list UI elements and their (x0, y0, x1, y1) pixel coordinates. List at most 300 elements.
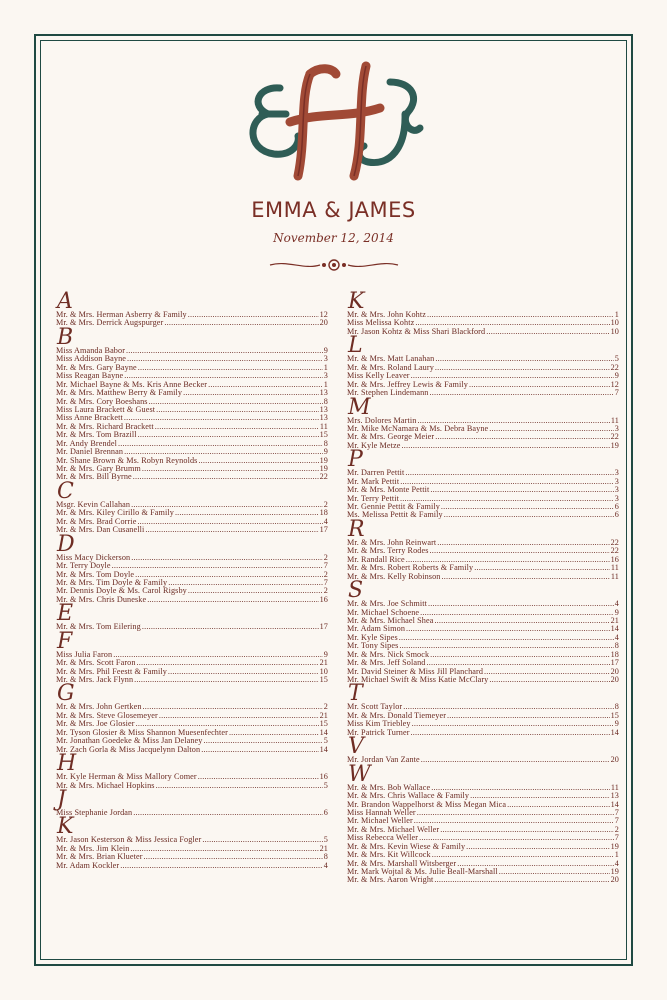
section-r (347, 516, 619, 581)
dot-leader (156, 782, 323, 790)
table-number: 13 (319, 404, 328, 414)
guest-name: Mr. Kyle Metze (347, 440, 401, 450)
guest-name: Mr. & Mrs. Aaron Wright (347, 875, 434, 885)
table-number: 4 (614, 632, 619, 642)
table-number: 9 (323, 447, 328, 457)
guest-entry (56, 746, 328, 754)
seating-column-right (347, 289, 619, 885)
section-c (56, 478, 328, 535)
table-number: 4 (614, 599, 619, 609)
dot-leader (155, 423, 319, 431)
guest-entry (56, 473, 328, 481)
dot-leader (202, 836, 322, 844)
guest-name: Mr. Adam Simon (347, 624, 406, 634)
table-number: 17 (319, 622, 328, 632)
dot-leader (507, 801, 610, 809)
section-letter: J (57, 786, 66, 812)
table-number: 11 (610, 571, 619, 581)
dot-leader (145, 526, 318, 534)
dot-leader (183, 389, 319, 397)
table-number: 1 (614, 310, 619, 319)
table-number: 6 (614, 510, 619, 520)
table-number: 5 (323, 835, 328, 845)
table-number: 8 (323, 438, 328, 448)
dot-leader (435, 355, 613, 363)
table-number: 8 (323, 852, 328, 862)
guest-name: Mr. & Mrs. Brad Corrie (56, 516, 137, 526)
table-number: 14 (610, 799, 619, 809)
section-k (56, 814, 328, 870)
section-a (56, 289, 328, 328)
dot-leader (406, 625, 610, 633)
guest-name: Mr. David Steiner & Miss Jill Planchard (347, 666, 484, 676)
event-date: November 12, 2014 (273, 231, 394, 245)
guest-name: Miss Melissa Kohtz (347, 318, 415, 328)
guest-name: Mr. & Mrs. Brian Klueter (56, 852, 143, 862)
dot-leader (429, 389, 613, 397)
table-number: 20 (610, 675, 619, 684)
guest-name: Mr. & Mrs. Dan Cusanelli (56, 525, 145, 535)
dot-leader (138, 431, 319, 439)
guest-name: Mr. & Mrs. Phil Feestt & Family (56, 666, 167, 676)
dot-leader (112, 562, 323, 570)
guest-name: Mr. & Mrs. Derrick Augspurger (56, 318, 164, 328)
guest-name: Mr. Stephen Lindemann (347, 388, 429, 398)
section-letter: K (57, 814, 74, 840)
table-number: 19 (610, 867, 619, 876)
guest-name: Mr. & Mrs. Scott Faron (56, 658, 136, 668)
guest-name: Mr. & Mrs. Kiley Cirillo & Family (56, 508, 174, 518)
section-letter: R (348, 516, 365, 542)
dot-leader (469, 381, 610, 389)
table-number: 14 (610, 624, 619, 634)
dot-leader (156, 406, 319, 414)
guest-name: Miss Stephanie Jordan (56, 807, 133, 817)
table-number: 3 (323, 354, 328, 364)
dot-leader (486, 328, 609, 336)
guest-name: Mr. & Mrs. Bob Wallace (347, 782, 431, 792)
guest-name: Mr. & Mrs. Tom Eilering (56, 622, 141, 632)
dot-leader (144, 853, 323, 861)
section-w (347, 761, 619, 885)
guest-name: Miss Hannah Weller (347, 807, 416, 817)
table-number: 3 (614, 468, 619, 478)
table-number: 2 (323, 586, 328, 596)
table-number: 11 (610, 415, 619, 425)
dot-leader (203, 737, 322, 745)
guest-entry (56, 319, 328, 327)
dot-leader (421, 756, 610, 764)
guest-name: Mr. Kyle Sipes (347, 632, 398, 642)
table-number: 11 (319, 421, 328, 431)
table-number: 8 (323, 396, 328, 406)
dot-leader (134, 676, 318, 684)
monogram-emblem (240, 58, 430, 188)
dot-leader (159, 712, 319, 720)
dot-leader (133, 473, 319, 481)
table-number: 22 (610, 432, 619, 442)
guest-name: Miss Julia Faron (56, 649, 113, 659)
guest-name: Ms. Melissa Pettit & Family (347, 510, 443, 520)
table-number: 20 (610, 666, 619, 676)
table-number: 10 (610, 326, 619, 336)
guest-name: Miss Anne Brackett (56, 413, 123, 423)
guest-name: Mr. & Mrs. Joe Glosier (56, 719, 135, 729)
section-letter: K (348, 289, 365, 314)
table-number: 13 (319, 413, 328, 423)
table-number: 11 (610, 563, 619, 573)
guest-name: Miss Macy Dickerson (56, 552, 131, 562)
section-letter: T (348, 681, 363, 707)
dot-leader (399, 634, 614, 642)
guest-name: Miss Kelly Leaver (347, 371, 410, 381)
guest-name: Mr. Michael Schoene (347, 607, 420, 617)
guest-name: Mr. & Mrs. Michael Weller (347, 824, 440, 834)
guest-name: Mr. & Mrs. John Gertken (56, 702, 142, 712)
guest-name: Mr. & Mrs. Jeff Soland (347, 658, 426, 668)
section-letter: W (348, 761, 371, 787)
guest-entry (347, 676, 619, 684)
table-number: 14 (319, 744, 328, 754)
guest-name: Mr. Mike McNamara & Ms. Debra Bayne (347, 423, 489, 433)
dot-leader (168, 668, 319, 676)
table-number: 12 (610, 379, 619, 389)
guest-name: Miss Rebecca Weller (347, 833, 419, 843)
table-number: 2 (323, 569, 328, 579)
table-number: 7 (614, 388, 619, 398)
section-letter: L (348, 333, 363, 359)
dot-leader (440, 826, 614, 834)
guest-entry (347, 389, 619, 397)
guest-name: Mr. & Mrs. Chris Duneske (56, 594, 147, 604)
guest-name: Mr. & Mrs. Kevin Wiese & Family (347, 841, 466, 851)
section-e (56, 601, 328, 632)
dot-leader (137, 518, 322, 526)
guest-name: Mr. & Mrs. Jim Klein (56, 843, 130, 853)
section-d (56, 531, 328, 605)
dot-leader (400, 478, 614, 486)
table-number: 3 (614, 476, 619, 486)
table-number: 7 (614, 816, 619, 826)
table-number: 20 (319, 318, 328, 328)
section-letter: G (57, 681, 75, 707)
guest-name: Mr. & Mrs. Tom Doyle (56, 569, 135, 579)
guest-name: Mr. Adam Kockler (56, 860, 120, 870)
dot-leader (420, 609, 614, 617)
dot-leader (489, 425, 614, 433)
guest-name: Mr. Daniel Brennan (56, 447, 124, 457)
guest-name: Miss Kim Triebley (347, 719, 411, 729)
dot-leader (130, 845, 318, 853)
dot-leader (138, 364, 323, 372)
table-number: 6 (614, 502, 619, 511)
table-number: 13 (319, 388, 328, 398)
section-g (56, 681, 328, 754)
table-number: 7 (323, 577, 328, 587)
table-number: 17 (610, 658, 619, 668)
section-letter: C (57, 478, 74, 504)
guest-name: Mr. & Mrs. Tim Doyle & Family (56, 577, 168, 587)
section-letter: P (348, 447, 363, 473)
table-number: 19 (319, 464, 328, 473)
section-l (347, 333, 619, 398)
dot-leader (434, 617, 609, 625)
table-number: 2 (323, 499, 328, 509)
guest-name: Mr. & Mrs. Roland Laury (347, 362, 434, 372)
table-number: 3 (614, 423, 619, 433)
dot-leader (198, 457, 318, 465)
guest-entry (56, 526, 328, 534)
guest-name: Mr. Mark Wojtal & Ms. Julie Beall-Marshall (347, 867, 498, 876)
dot-leader (120, 862, 323, 870)
guest-name: Mr. Jordan Van Zante (347, 755, 420, 765)
table-number: 12 (319, 310, 328, 319)
dot-leader (131, 554, 323, 562)
table-number: 1 (323, 379, 328, 389)
guest-name: Mr. Patrick Turner (347, 727, 410, 737)
dot-leader (499, 868, 610, 876)
section-letter: B (57, 324, 74, 350)
dot-leader (489, 676, 609, 684)
dot-leader (142, 465, 319, 473)
table-number: 5 (323, 780, 328, 790)
table-number: 2 (323, 552, 328, 562)
guest-name: Mr. Scott Taylor (347, 702, 403, 712)
dot-leader (147, 596, 318, 604)
table-number: 5 (323, 736, 328, 746)
table-number: 20 (610, 875, 619, 885)
table-number: 17 (319, 525, 328, 535)
dot-leader (126, 347, 323, 355)
dot-leader (149, 398, 323, 406)
table-number: 9 (614, 371, 619, 381)
dot-leader (437, 539, 609, 547)
guest-name: Mr. Terry Doyle (56, 561, 111, 571)
table-number: 10 (319, 666, 328, 676)
table-number: 8 (614, 641, 619, 651)
guest-name: Mr. & Mrs. Kelly Robinson (347, 571, 441, 581)
table-number: 5 (614, 354, 619, 364)
guest-entry (347, 876, 619, 884)
guest-name: Mr. & Mrs. Monte Pettit (347, 485, 430, 495)
guest-name: Mr. & Mrs. Tom Brazill (56, 430, 137, 440)
dot-leader (133, 809, 323, 817)
guest-name: Mr. & Mrs. Jeffrey Lewis & Family (347, 379, 468, 389)
dot-leader (447, 712, 610, 720)
guest-name: Mr. Gennie Pettit & Family (347, 502, 440, 511)
guest-entry (56, 782, 328, 790)
dot-leader (127, 355, 323, 363)
table-number: 18 (610, 649, 619, 659)
guest-name: Mr. & Mrs. John Reinwart (347, 537, 437, 547)
table-number: 9 (323, 649, 328, 659)
guest-name: Mr. Tony Sipes (347, 641, 399, 651)
guest-name: Mr. & Mrs. Nick Smock (347, 649, 430, 659)
dot-leader (414, 817, 614, 825)
guest-name: Mr. & Mrs. Cory Boeshans (56, 396, 148, 406)
guest-name: Mr. Kyle Herman & Miss Mallory Comer (56, 772, 197, 782)
section-f (56, 628, 328, 685)
table-number: 15 (610, 710, 619, 720)
dot-leader (188, 587, 323, 595)
table-number: 1 (323, 362, 328, 372)
guest-name: Mr. & Mrs. Kit Willcock (347, 850, 431, 860)
dot-leader (198, 773, 319, 781)
table-number: 21 (610, 615, 619, 625)
table-number: 16 (319, 594, 328, 604)
table-number: 22 (610, 546, 619, 556)
guest-name: Mr. & Mrs. Chris Wallace & Family (347, 791, 470, 801)
guest-name: Mr. Michael Weller (347, 816, 413, 826)
guest-entry (56, 623, 328, 631)
table-number: 13 (610, 791, 619, 801)
guest-name: Mr. Randall Rice (347, 554, 405, 564)
table-number: 20 (610, 755, 619, 765)
section-letter: E (57, 601, 74, 627)
section-k (347, 289, 619, 336)
guest-name: Mr. Tyson Glosier & Miss Shannon Muesenfechter (56, 727, 228, 737)
guest-entry (347, 756, 619, 764)
dot-leader (430, 547, 610, 555)
section-t (347, 681, 619, 737)
table-number: 16 (610, 554, 619, 564)
dot-leader (466, 843, 609, 851)
guest-entry (56, 809, 328, 817)
guest-name: Mr. & Mrs. Herman Asberry & Family (56, 310, 187, 319)
guest-name: Mr. Jason Kesterson & Miss Jessica Fogler (56, 835, 202, 845)
section-p (347, 447, 619, 520)
table-number: 21 (319, 710, 328, 720)
section-letter: D (57, 531, 75, 557)
dot-leader (188, 311, 319, 319)
guest-name: Mr. & Mrs. Donald Tiemeyer (347, 710, 447, 720)
dot-leader (484, 668, 610, 676)
dot-leader (201, 746, 318, 754)
guest-name: Mr. & Mrs. Jack Flynn (56, 675, 134, 684)
guest-name: Mrs. Dolores Martin (347, 415, 417, 425)
section-h (56, 751, 328, 790)
dot-leader (430, 651, 609, 659)
table-number: 4 (323, 860, 328, 870)
guest-name: Mr. Zach Gorla & Miss Jacquelynn Dalton (56, 744, 201, 754)
section-j (56, 786, 328, 817)
table-number: 7 (323, 561, 328, 571)
dot-leader (441, 573, 609, 581)
table-number: 3 (323, 371, 328, 381)
section-letter: F (57, 628, 73, 654)
dot-leader (444, 511, 614, 519)
table-number: 8 (614, 702, 619, 712)
dot-leader (208, 381, 323, 389)
table-number: 15 (319, 675, 328, 684)
guest-name: Mr. Shane Brown & Ms. Robyn Reynolds (56, 455, 198, 465)
table-number: 3 (614, 493, 619, 503)
guest-name: Mr. & Mrs. Gary Bayne (56, 362, 137, 372)
dot-leader (412, 720, 614, 728)
dot-leader (474, 564, 610, 572)
guest-name: Mr. & Mrs. John Kohtz (347, 310, 426, 319)
table-number: 10 (610, 318, 619, 328)
guest-name: Mr. & Mrs. Matthew Berry & Family (56, 388, 183, 398)
guest-name: Mr. Jason Kohtz & Miss Shari Blackford (347, 326, 486, 336)
guest-name: Msgr. Kevin Callahan (56, 499, 131, 509)
guest-name: Mr. Andy Brendel (56, 438, 117, 448)
section-letter: S (348, 578, 364, 604)
table-number: 16 (319, 772, 328, 782)
table-number: 7 (614, 807, 619, 817)
table-number: 21 (319, 843, 328, 853)
guest-name: Mr. Darren Pettit (347, 468, 405, 478)
table-number: 2 (614, 824, 619, 834)
guest-name: Mr. Michael Swift & Miss Katie McClary (347, 675, 489, 684)
guest-name: Mr. Mark Pettit (347, 476, 400, 486)
dot-leader (405, 469, 613, 477)
guest-name: Mr. & Mrs. Michael Shea (347, 615, 434, 625)
guest-entry (347, 511, 619, 519)
table-number: 15 (319, 719, 328, 729)
table-number: 19 (319, 455, 328, 465)
table-number: 4 (323, 516, 328, 526)
guest-name: Mr. & Mrs. George Meier (347, 432, 435, 442)
guest-name: Mr. & Mrs. Terry Rodes (347, 546, 429, 556)
guest-name: Miss Amanda Babor (56, 345, 126, 355)
dot-leader (142, 623, 319, 631)
table-number: 9 (614, 719, 619, 729)
table-number: 22 (319, 472, 328, 482)
table-number: 14 (610, 727, 619, 737)
guest-name: Mr. Dennis Doyle & Ms. Carol Rigsby (56, 586, 187, 596)
dot-leader (164, 319, 318, 327)
table-number: 4 (614, 858, 619, 868)
section-letter: M (348, 394, 371, 420)
seating-column-left (56, 289, 328, 870)
guest-name: Mr. Brandon Wappelhorst & Miss Megan Mica (347, 799, 507, 809)
guest-name: Mr. & Mrs. Matt Lanahan (347, 354, 435, 364)
table-number: 9 (323, 345, 328, 355)
dot-leader (430, 486, 613, 494)
section-v (347, 734, 619, 765)
guest-entry (347, 573, 619, 581)
table-number: 7 (614, 833, 619, 843)
dot-leader (168, 579, 323, 587)
guest-name: Mr. & Mrs. Bill Byrne (56, 472, 132, 482)
guest-name: Miss Reagan Bayne (56, 371, 124, 381)
dot-leader (435, 364, 610, 372)
guest-name: Mr. & Mrs. Richard Brackett (56, 421, 154, 431)
dot-leader (113, 651, 323, 659)
section-b (56, 324, 328, 482)
dot-leader (417, 809, 614, 817)
guest-name: Mr. Michael Bayne & Ms. Kris Anne Becker (56, 379, 208, 389)
guest-name: Miss Addison Bayne (56, 354, 127, 364)
guest-name: Mr. & Mrs. Steve Glosemeyer (56, 710, 158, 720)
table-number: 19 (610, 440, 619, 450)
table-number: 6 (323, 807, 328, 817)
table-number: 19 (610, 841, 619, 851)
couple-names: EMMA & JAMES (251, 198, 416, 222)
dot-leader (118, 440, 323, 448)
table-number: 22 (610, 537, 619, 547)
guest-entry (347, 328, 619, 336)
guest-entry (347, 729, 619, 737)
section-letter: A (57, 289, 73, 314)
guest-entry (347, 442, 619, 450)
dot-leader (441, 503, 614, 511)
section-letter: H (57, 751, 77, 777)
table-number: 18 (319, 508, 328, 518)
dot-leader (229, 729, 319, 737)
dot-leader (432, 851, 614, 859)
